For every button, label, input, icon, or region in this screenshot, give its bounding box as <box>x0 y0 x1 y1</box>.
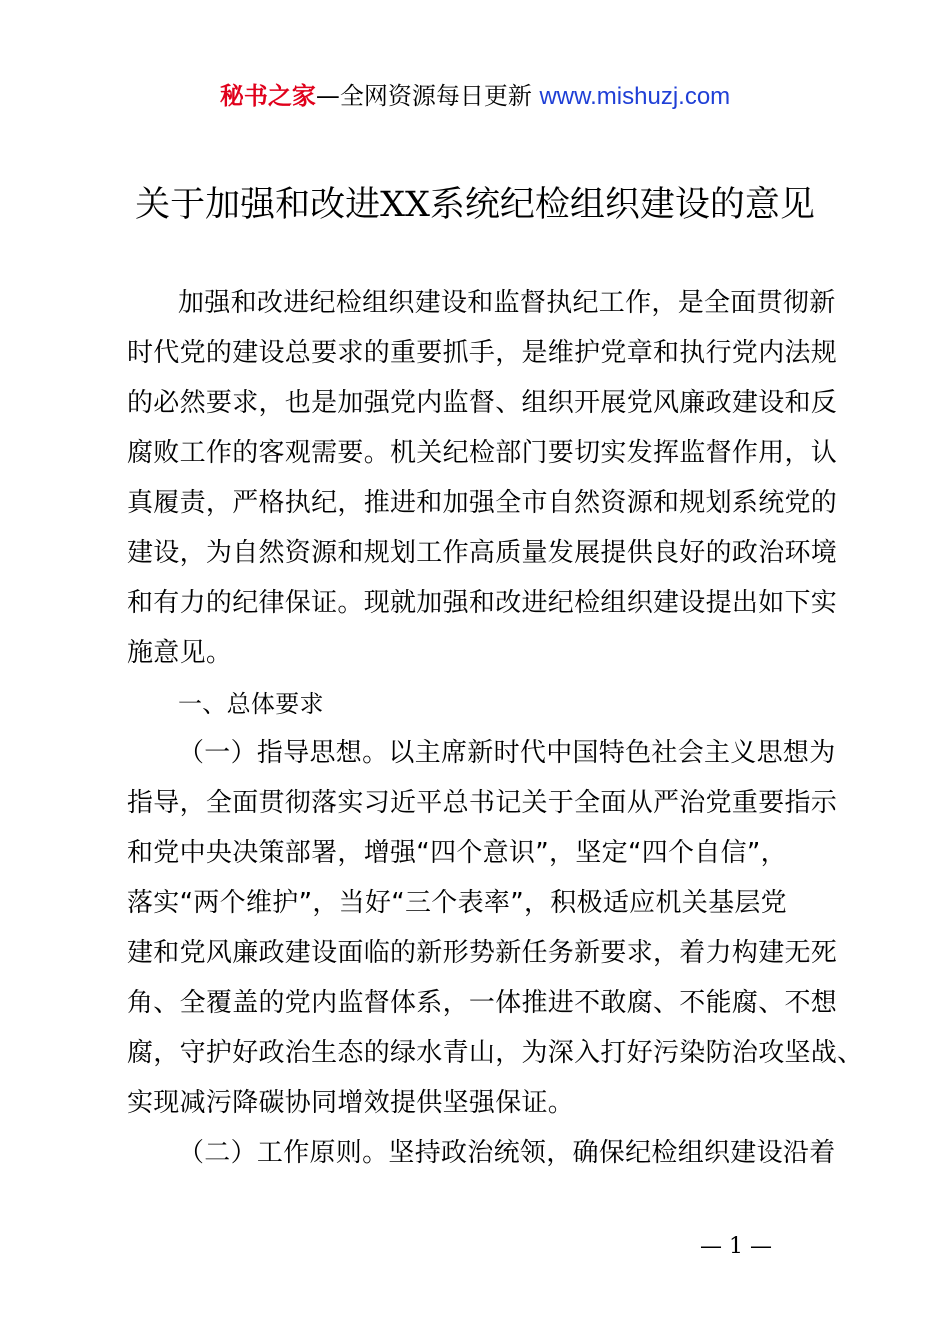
page-number: — 1 — <box>700 1234 772 1259</box>
body-line: 角、全覆盖的党内监督体系，一体推进不敢腐、不能腐、不想 <box>127 988 838 1018</box>
body-line: 建和党风廉政建设面临的新形势新任务新要求，着力构建无死 <box>127 938 838 968</box>
body-line: （一）指导思想。以主席新时代中国特色社会主义思想为 <box>178 738 836 768</box>
body-line: 加强和改进纪检组织建设和监督执纪工作，是全面贯彻新 <box>178 288 836 318</box>
body-line: 腐败工作的客观需要。机关纪检部门要切实发挥监督作用，认 <box>127 438 838 468</box>
body-line: 腐，守护好政治生态的绿水青山，为深入打好污染防治攻坚战、 <box>127 1038 864 1068</box>
site-header <box>0 80 950 113</box>
site-brand: 秘书之家 <box>219 82 316 110</box>
body-line: 的必然要求，也是加强党内监督、组织开展党风廉政建设和反 <box>127 388 838 418</box>
body-line: 真履责，严格执纪，推进和加强全市自然资源和规划系统党的 <box>127 488 838 518</box>
body-line: 和有力的纪律保证。现就加强和改进纪检组织建设提出如下实 <box>127 588 838 618</box>
body-line: （二）工作原则。坚持政治统领，确保纪检组织建设沿着 <box>178 1138 836 1168</box>
site-tagline: —全网资源每日更新 <box>315 82 532 110</box>
body-line: 落实“两个维护”，当好“三个表率”，积极适应机关基层党 <box>127 888 787 918</box>
body-line: 建设，为自然资源和规划工作高质量发展提供良好的政治环境 <box>127 538 838 568</box>
body-line: 时代党的建设总要求的重要抓手，是维护党章和执行党内法规 <box>127 338 838 368</box>
body-line: 施意见。 <box>127 638 233 668</box>
site-url-link[interactable]: www.mishuzj.com <box>539 83 731 110</box>
body-line: 实现减污降碳协同增效提供坚强保证。 <box>127 1088 575 1118</box>
section-heading: 一、总体要求 <box>178 690 324 718</box>
document-title: 关于加强和改进XX系统纪检组织建设的意见 <box>135 185 815 225</box>
body-line: 指导，全面贯彻落实习近平总书记关于全面从严治党重要指示 <box>127 788 838 818</box>
body-line: 和党中央决策部署，增强“四个意识”，坚定“四个自信”， <box>127 838 787 868</box>
